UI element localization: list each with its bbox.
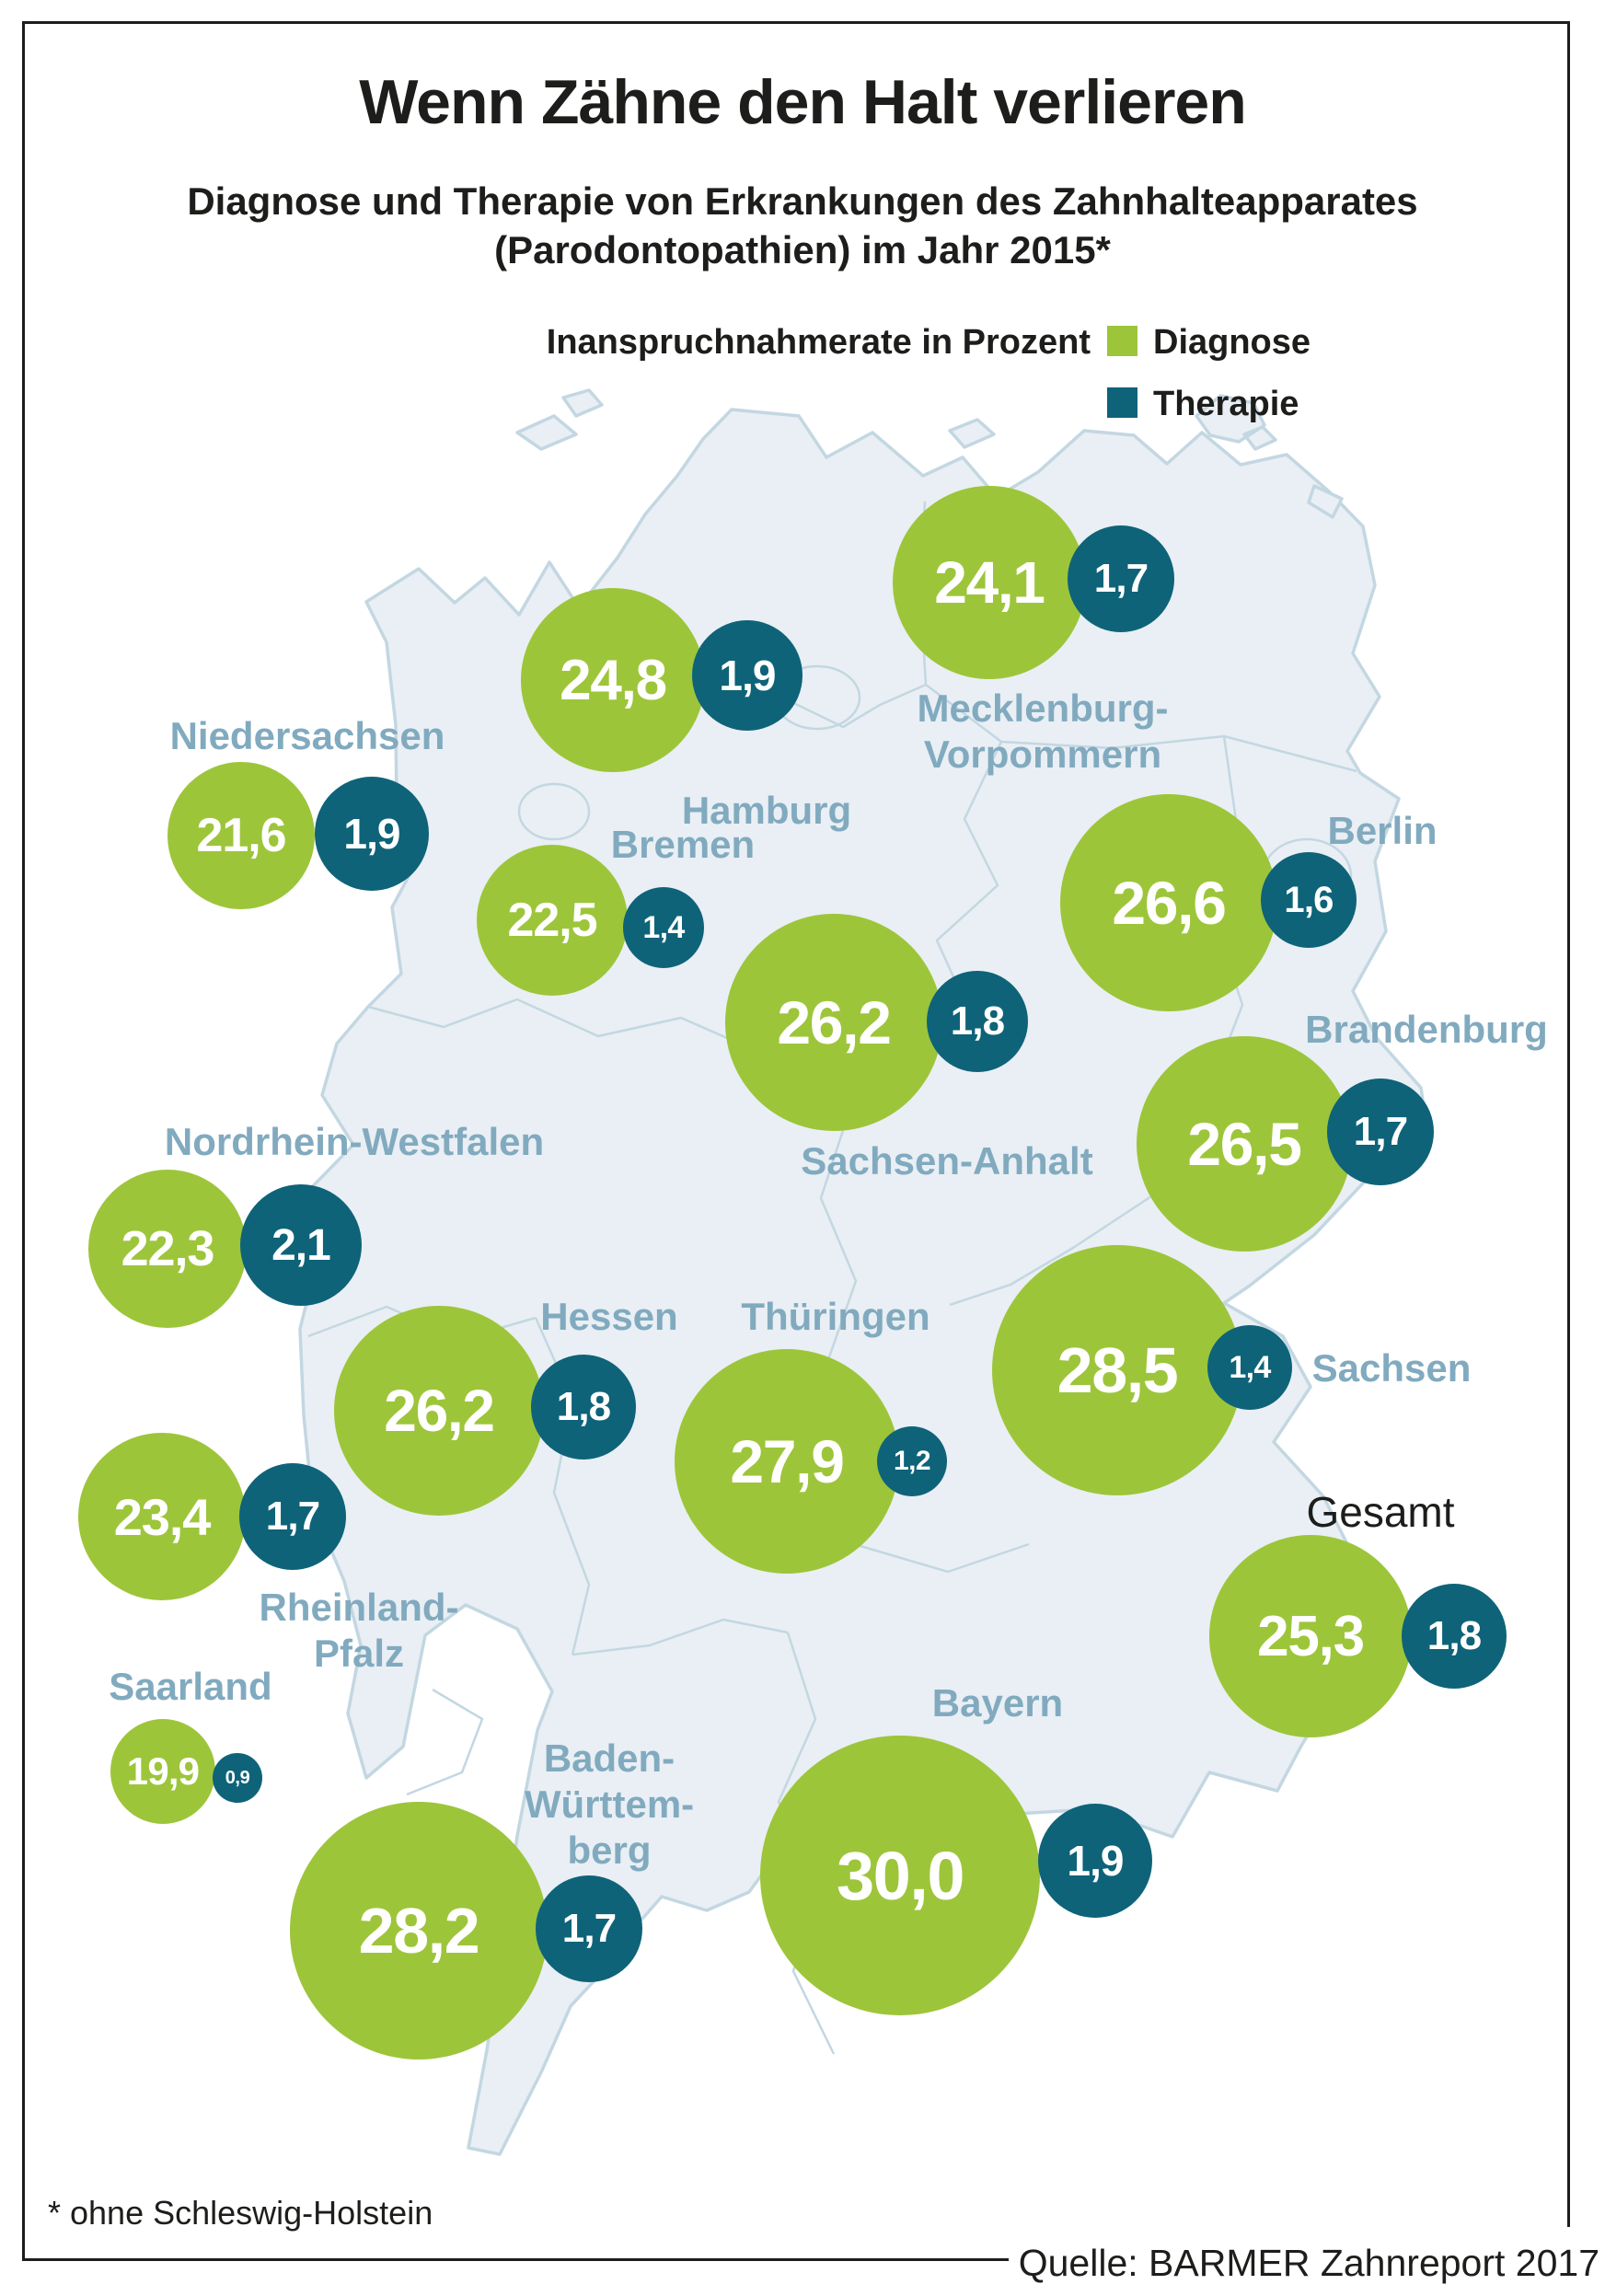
state-label-bremen [388, 822, 977, 868]
state-label-line: Vorpommern [923, 733, 1162, 776]
diagnose-bubble-mecklenburg-vorpommern: 24,1 [893, 486, 1086, 679]
therapie-bubble-hessen: 1,8 [531, 1355, 636, 1460]
therapie-bubble-bremen: 1,4 [623, 887, 704, 968]
therapie-bubble-bayern: 1,9 [1038, 1804, 1152, 1918]
diagnose-bubble-saarland: 19,9 [110, 1719, 215, 1824]
diagnose-bubble-thueringen: 27,9 [675, 1349, 899, 1574]
therapie-bubble-sachsen: 1,4 [1207, 1325, 1292, 1410]
page-title: Wenn Zähne den Halt verlieren [359, 67, 1246, 137]
diagnose-bubble-bremen: 22,5 [477, 845, 628, 996]
state-label-line: Württem- [524, 1783, 695, 1826]
state-label-line: Pfalz [313, 1632, 405, 1675]
legend-swatch-therapie [1107, 387, 1137, 418]
state-label-line: Niedersachsen [169, 714, 445, 757]
therapie-bubble-rheinland-pfalz: 1,7 [239, 1463, 346, 1570]
legend-title: Inanspruchnahmerate in Prozent [546, 323, 1091, 362]
state-label-line: Bremen [610, 823, 756, 866]
therapie-bubble-gesamt: 1,8 [1402, 1584, 1507, 1689]
state-label-line: Saarland [109, 1665, 272, 1708]
diagnose-bubble-rheinland-pfalz: 23,4 [78, 1433, 246, 1600]
diagnose-bubble-gesamt: 25,3 [1209, 1535, 1412, 1737]
source-credit: Quelle: BARMER Zahnreport 2017 [1010, 2240, 1599, 2287]
state-label-mecklenburg-vorpommern [748, 686, 1337, 778]
state-label-niedersachsen [13, 713, 602, 759]
island-fehmarn [950, 420, 994, 447]
legend-label-diagnose: Diagnose [1153, 323, 1311, 362]
diagnose-bubble-niedersachsen: 21,6 [167, 762, 315, 909]
therapie-bubble-mecklenburg-vorpommern: 1,7 [1068, 525, 1174, 632]
state-label-line: Gesamt [1306, 1488, 1455, 1536]
state-label-line: Thüringen [741, 1295, 930, 1338]
diagnose-bubble-sachsen-anhalt: 26,2 [725, 914, 942, 1131]
therapie-bubble-baden-wuerttemberg: 1,7 [536, 1875, 642, 1982]
subtitle-line-2: (Parodontopathien) im Jahr 2015* [494, 228, 1111, 271]
state-label-line: Berlin [1327, 809, 1438, 852]
therapie-bubble-sachsen-anhalt: 1,8 [927, 971, 1028, 1072]
page-subtitle [0, 177, 1605, 274]
state-label-line: berg [567, 1829, 652, 1872]
state-label-sachsen-anhalt [652, 1138, 1241, 1184]
state-label-gesamt [1086, 1489, 1605, 1535]
therapie-bubble-hamburg: 1,9 [692, 620, 802, 731]
state-label-line: Hamburg [681, 789, 852, 832]
therapie-bubble-berlin: 1,6 [1261, 852, 1357, 948]
state-label-nordrhein-westfalen [60, 1119, 649, 1165]
legend-swatch-diagnose [1107, 326, 1137, 356]
state-label-line: Mecklenburg- [917, 686, 1169, 730]
therapie-bubble-thueringen: 1,2 [877, 1426, 947, 1496]
state-label-line: Sachsen-Anhalt [801, 1139, 1093, 1183]
therapie-bubble-saarland: 0,9 [213, 1753, 262, 1803]
diagnose-bubble-hessen: 26,2 [334, 1306, 544, 1516]
footnote: * ohne Schleswig-Holstein [48, 2194, 433, 2232]
diagnose-bubble-bayern: 30,0 [760, 1736, 1040, 2015]
state-label-saarland [0, 1664, 485, 1710]
state-label-bayern [703, 1680, 1292, 1726]
state-label-line: Bayern [931, 1681, 1064, 1725]
state-label-line: Nordrhein-Westfalen [164, 1120, 545, 1163]
subtitle-line-1: Diagnose und Therapie von Erkrankungen des Zahnhalteapparates [187, 179, 1418, 223]
state-label-line: Sachsen [1311, 1346, 1472, 1390]
legend-label-therapie: Therapie [1153, 385, 1299, 423]
state-label-line: Baden- [543, 1736, 675, 1780]
therapie-bubble-nordrhein-westfalen: 2,1 [240, 1184, 362, 1306]
state-label-line: Rheinland- [259, 1586, 459, 1629]
diagnose-bubble-baden-wuerttemberg: 28,2 [290, 1802, 548, 2059]
therapie-bubble-brandenburg: 1,7 [1327, 1079, 1434, 1185]
diagnose-bubble-brandenburg: 26,5 [1137, 1036, 1352, 1252]
diagnose-bubble-hamburg: 24,8 [521, 588, 705, 772]
island-north-frisian [517, 390, 602, 449]
diagnose-bubble-berlin: 26,6 [1060, 794, 1277, 1011]
diagnose-bubble-sachsen: 28,5 [992, 1245, 1242, 1495]
state-label-line: Hessen [540, 1295, 678, 1338]
state-label-line: Brandenburg [1305, 1008, 1548, 1051]
diagnose-bubble-nordrhein-westfalen: 22,3 [88, 1170, 247, 1328]
therapie-bubble-niedersachsen: 1,9 [315, 777, 429, 891]
